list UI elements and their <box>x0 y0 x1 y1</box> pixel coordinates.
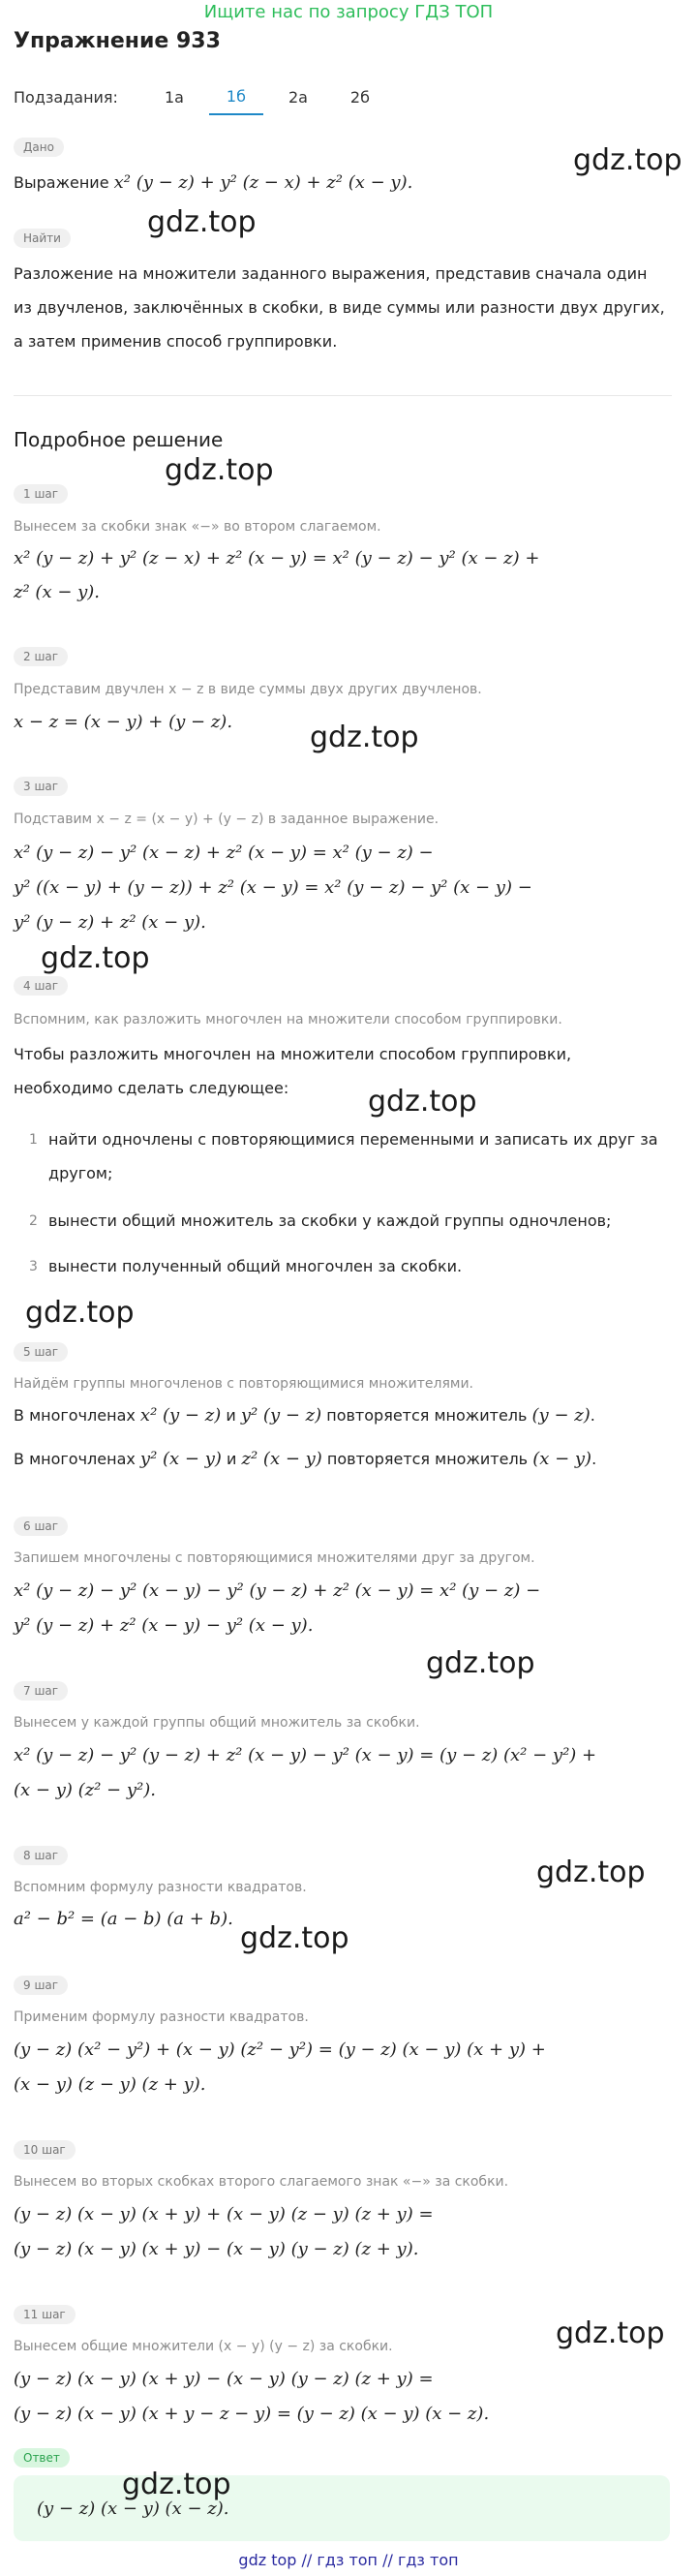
tab-2a[interactable]: 2а <box>288 87 308 107</box>
text-part: и <box>221 1406 241 1425</box>
step-math: z² (x − y). <box>14 582 101 602</box>
step-hint: Вынесем у каждой группы общий множитель за скобки. <box>14 1715 420 1731</box>
step-text: необходимо сделать следующее: <box>14 1079 289 1097</box>
top-search-link[interactable]: Ищите нас по запросу ГДЗ ТОП <box>203 2 494 22</box>
find-badge: Найти <box>14 229 71 248</box>
step-math: (y − z) (x² − y²) + (x − y) (z² − y²) = (y − z) (x − y) (x + y) + <box>14 2039 546 2060</box>
text-part: . <box>591 1450 597 1468</box>
find-text-line: из двучленов, заключённых в скобки, в виде суммы или разности двух других, <box>14 298 665 317</box>
step-badge: 6 шаг <box>14 1517 68 1536</box>
step-math: (y − z) (x − y) (x + y) − (x − y) (y − z) (z + y) = <box>14 2369 434 2389</box>
step-badge: 2 шаг <box>14 647 68 666</box>
subtasks-label: Подзадания: <box>14 87 118 107</box>
math-part: (x − y) <box>532 1449 592 1469</box>
step-math: x² (y − z) − y² (x − z) + z² (x − y) = x² (y − z) − <box>14 843 434 863</box>
step-math: y² ((x − y) + (y − z)) + z² (x − y) = x² (y − z) − y² (x − y) − <box>14 877 532 898</box>
step-hint: Представим двучлен x − z в виде суммы двух других двучленов. <box>14 682 482 697</box>
given-expression: x² (y − z) + y² (z − x) + z² (x − y). <box>113 172 413 193</box>
text-part: повторяется множитель <box>321 1406 532 1425</box>
list-item: найти одночлены с повторяющимися переменными и записать их друг за <box>48 1130 658 1149</box>
given-badge: Дано <box>14 138 64 157</box>
step-badge: 8 шаг <box>14 1846 68 1865</box>
tab-2b[interactable]: 2б <box>349 87 370 107</box>
tab-1b[interactable]: 1б <box>209 79 263 115</box>
list-item: вынести общий множитель за скобки у каждой группы одночленов; <box>48 1211 612 1230</box>
math-part: z² (x − y) <box>241 1449 322 1469</box>
math-part: y² (y − z) <box>240 1405 322 1426</box>
watermark: gdz.top <box>165 453 274 487</box>
given-line <box>14 172 412 194</box>
text-part: В многочленах <box>14 1406 140 1425</box>
step-math: x² (y − z) − y² (y − z) + z² (x − y) − y² (x − y) = (y − z) (x² − y²) + <box>14 1745 597 1765</box>
answer-badge: Ответ <box>14 2448 70 2468</box>
list-item: вынести полученный общий многочлен за скобки. <box>48 1257 463 1275</box>
step-hint: Запишем многочлены с повторяющимися множителями друг за другом. <box>14 1550 535 1566</box>
step-badge: 3 шаг <box>14 777 68 796</box>
step-badge: 5 шаг <box>14 1342 68 1362</box>
list-number: 3 <box>29 1259 38 1274</box>
step-math: x² (y − z) − y² (x − y) − y² (y − z) + z² (x − y) = x² (y − z) − <box>14 1580 541 1601</box>
text-part: повторяется множитель <box>321 1450 533 1468</box>
watermark: gdz.top <box>147 205 257 239</box>
step-badge: 4 шаг <box>14 976 68 996</box>
watermark: gdz.top <box>122 2468 231 2501</box>
math-part: y² (x − y) <box>139 1449 222 1469</box>
step-hint: Вынесем во вторых скобках второго слагаемого знак «−» за скобки. <box>14 2174 509 2190</box>
step-math: (x − y) (z² − y²). <box>14 1780 156 1800</box>
step-badge: 9 шаг <box>14 1976 68 1995</box>
step-text <box>14 1449 596 1470</box>
tab-1a[interactable]: 1а <box>164 87 184 107</box>
step-math: x − z = (x − y) + (y − z). <box>14 712 233 732</box>
watermark: gdz.top <box>573 143 682 177</box>
math-part: x² (y − z) <box>139 1405 222 1426</box>
step-math: a² − b² = (a − b) (a + b). <box>14 1909 233 1929</box>
step-math: (y − z) (x − y) (x + y) + (x − y) (z − y) (z + y) = <box>14 2204 434 2224</box>
find-text-line: Разложение на множители заданного выражения, представив сначала один <box>14 264 648 283</box>
step-text <box>14 1405 595 1426</box>
list-number: 2 <box>29 1213 38 1229</box>
solution-title: Подробное решение <box>14 428 224 451</box>
watermark: gdz.top <box>368 1085 477 1119</box>
step-hint: Вспомним, как разложить многочлен на множители способом группировки. <box>14 1012 562 1027</box>
footer-links[interactable]: gdz top // гдз топ // гдз топ <box>238 2551 459 2569</box>
step-math: x² (y − z) + y² (z − x) + z² (x − y) = x² (y − z) − y² (x − z) + <box>14 548 540 568</box>
step-math: (y − z) (x − y) (x + y) − (x − y) (y − z) (z + y). <box>14 2239 419 2259</box>
text-part: В многочленах <box>14 1450 140 1468</box>
step-hint: Вынесем за скобки знак «−» во втором слагаемом. <box>14 519 381 535</box>
step-hint: Подставим x − z = (x − y) + (y − z) в заданное выражение. <box>14 812 439 827</box>
step-hint: Найдём группы многочленов с повторяющимися множителями. <box>14 1376 473 1392</box>
step-hint: Применим формулу разности квадратов. <box>14 2009 309 2025</box>
watermark: gdz.top <box>41 941 150 975</box>
subtasks-bar <box>14 77 395 116</box>
step-hint: Вспомним формулу разности квадратов. <box>14 1880 307 1895</box>
list-number: 1 <box>29 1132 38 1148</box>
watermark: gdz.top <box>25 1296 135 1330</box>
divider <box>14 395 672 396</box>
list-item: другом; <box>48 1164 113 1182</box>
answer-math: (y − z) (x − y) (x − z). <box>37 2499 229 2519</box>
watermark: gdz.top <box>556 2316 665 2350</box>
step-math: (x − y) (z − y) (z + y). <box>14 2074 206 2095</box>
step-math: (y − z) (x − y) (x + y − z − y) = (y − z) (x − y) (x − z). <box>14 2404 490 2424</box>
step-badge: 10 шаг <box>14 2140 76 2160</box>
find-text-line: а затем применив способ группировки. <box>14 332 338 351</box>
step-badge: 11 шаг <box>14 2305 76 2324</box>
step-badge: 7 шаг <box>14 1681 68 1701</box>
text-part: . <box>590 1406 595 1425</box>
math-part: (y − z) <box>531 1405 591 1426</box>
step-badge: 1 шаг <box>14 484 68 504</box>
step-math: y² (y − z) + z² (x − y). <box>14 912 206 933</box>
watermark: gdz.top <box>240 1921 349 1955</box>
page-title: Упражнение 933 <box>14 29 221 53</box>
watermark: gdz.top <box>536 1855 646 1889</box>
step-text: Чтобы разложить многочлен на множители способом группировки, <box>14 1045 572 1063</box>
text-part: и <box>221 1450 242 1468</box>
step-math: y² (y − z) + z² (x − y) − y² (x − y). <box>14 1615 314 1636</box>
watermark: gdz.top <box>310 721 419 754</box>
step-hint: Вынесем общие множители (x − y) (y − z) за скобки. <box>14 2339 393 2354</box>
given-prefix: Выражение <box>14 173 109 192</box>
watermark: gdz.top <box>426 1646 535 1680</box>
